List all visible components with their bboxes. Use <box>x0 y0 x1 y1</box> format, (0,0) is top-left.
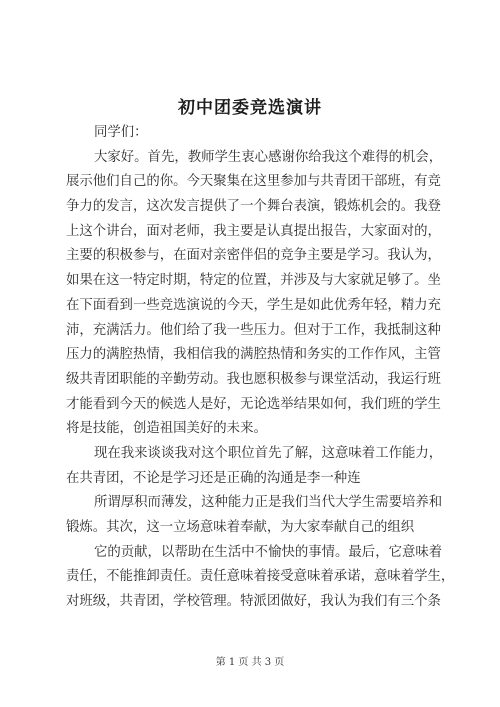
paragraph-line: 同学们： <box>94 125 148 140</box>
page-footer: 第 1 页 共 3 页 <box>215 657 285 668</box>
document-title: 初中团委竞选演讲 <box>178 98 322 118</box>
paragraph-line: 它的贡献，以帮助在生活中不愉快的事情。最后，它意味着 <box>94 544 443 560</box>
paragraph-line: 级共青团职能的辛勤劳动。我也愿积极参与课堂活动，我运行班 <box>66 371 441 387</box>
paragraph-line: 才能看到今天的候选人是好，无论选举结果如何，我们班的学生 <box>66 396 441 412</box>
paragraph-line: 展示他们自己的你。今天聚集在这里参加与共青团干部班，有竞 <box>66 174 441 190</box>
paragraph-line: 上这个讲台，面对老师，我主要是认真提出报告，大家面对的， <box>66 223 441 239</box>
document-body <box>66 121 455 615</box>
paragraph-line: 大家好。首先，教师学生衷心感谢你给我这个难得的机会， <box>94 149 443 165</box>
paragraph-line: 在共青团，不论是学习还是正确的沟通是李一种连 <box>66 470 361 486</box>
paragraph-line: 如果在这一特定时期，特定的位置，并涉及与大家就足够了。坐 <box>66 273 441 289</box>
paragraph-line: 主要的积极参与，在面对亲密伴侣的竞争主要是学习。我认为， <box>66 248 441 264</box>
paragraph-line: 对班级，共青团，学校管理。特派团做好，我认为我们有三个条 <box>66 594 441 610</box>
paragraph-line: 争力的发言，这次发言提供了一个舞台表演，锻炼机会的。我登 <box>66 199 441 215</box>
paragraph-line: 锻炼。其次，这一立场意味着奉献，为大家奉献自己的组织 <box>66 520 415 535</box>
paragraph-line: 现在我来谈谈我对这个职位首先了解，这意味着工作能力， <box>94 445 443 461</box>
paragraph-line: 沛，充满活力。他们给了我一些压力。但对于工作，我抵制这种 <box>66 322 441 338</box>
paragraph-line: 所谓厚积而薄发，这种能力正是我们当代大学生需要培养和 <box>94 495 443 511</box>
paragraph-line: 将是技能，创造祖国美好的未来。 <box>66 421 267 437</box>
paragraph-line: 在下面看到一些竞选演说的今天，学生是如此优秀年轻，精力充 <box>66 297 441 313</box>
paragraph-line: 压力的满腔热情，我相信我的满腔热情和务实的工作作风，主管 <box>66 347 441 363</box>
paragraph-line: 责任，不能推卸责任。责任意味着接受意味着承诺，意味着学生， <box>66 569 455 585</box>
